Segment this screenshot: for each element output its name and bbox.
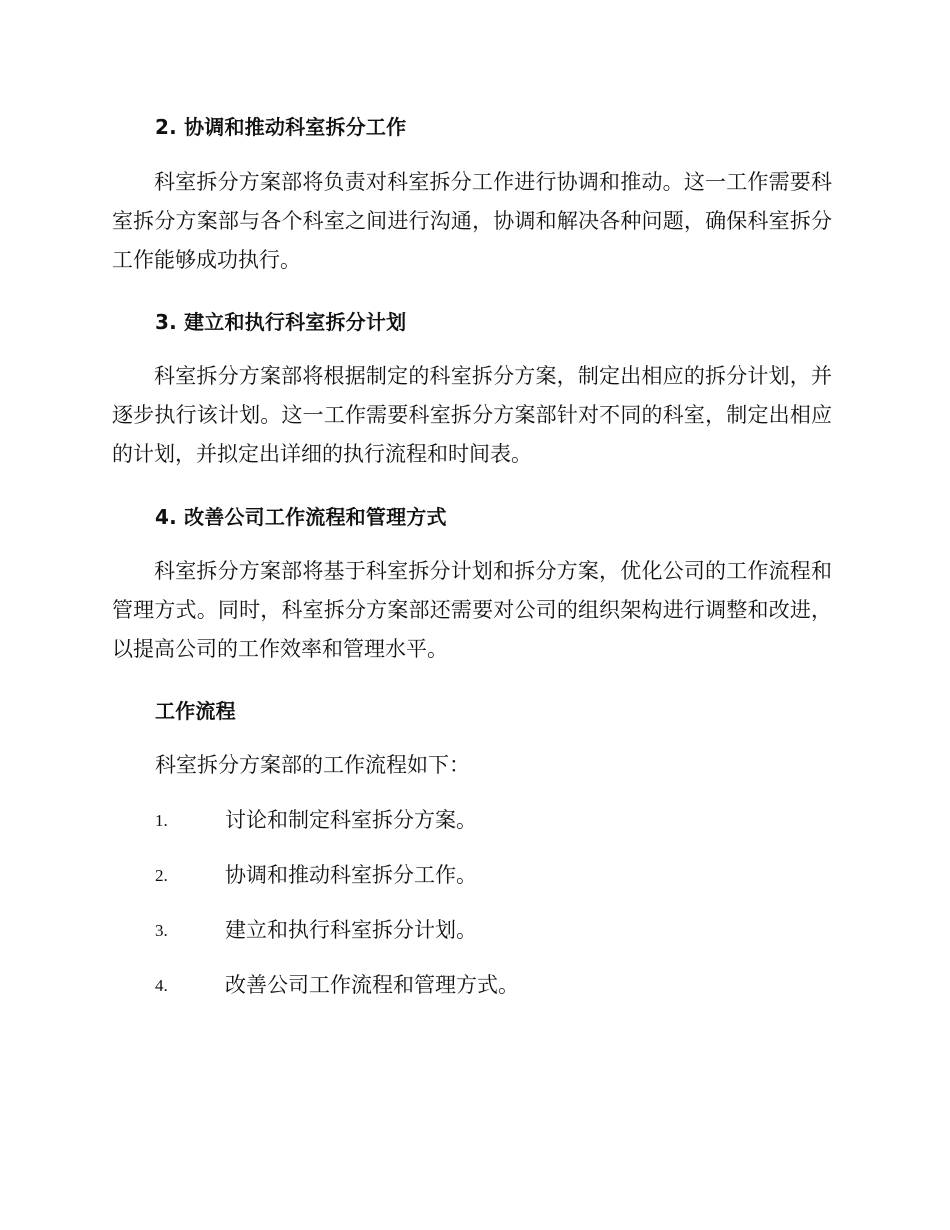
workflow-heading: 工作流程 xyxy=(155,699,236,723)
list-item-text: 建立和执行科室拆分计划。 xyxy=(225,918,477,942)
section-body-2: 科室拆分方案部将负责对科室拆分工作进行协调和推动。这一工作需要科室拆分方案部与各个科室之间进行沟通，协调和解决各种问题，确保科室拆分工作能够成功执行。 xyxy=(112,170,832,272)
list-item-number: 1. xyxy=(155,811,168,830)
section-body-4: 科室拆分方案部将基于科室拆分计划和拆分方案，优化公司的工作流程和管理方式。同时，科室拆分方案部还需要对公司的组织架构进行调整和改进，以提高公司的工作效率和管理水平。 xyxy=(112,559,832,661)
section-heading-3: 3. 建立和执行科室拆分计划 xyxy=(155,310,407,334)
list-item-number: 3. xyxy=(155,921,168,940)
section-heading-4: 4. 改善公司工作流程和管理方式 xyxy=(155,505,447,529)
list-item-text: 讨论和制定科室拆分方案。 xyxy=(225,808,477,832)
list-item-text: 改善公司工作流程和管理方式。 xyxy=(225,973,519,997)
list-item xyxy=(155,806,855,834)
list-item-text: 协调和推动科室拆分工作。 xyxy=(225,863,477,887)
list-item xyxy=(155,861,855,889)
list-item xyxy=(155,916,855,944)
list-item-number: 2. xyxy=(155,866,168,885)
section-body-3: 科室拆分方案部将根据制定的科室拆分方案，制定出相应的拆分计划，并逐步执行该计划。这一工作需要科室拆分方案部针对不同的科室，制定出相应的计划，并拟定出详细的执行流程和时间表。 xyxy=(112,364,832,466)
workflow-intro: 科室拆分方案部的工作流程如下： xyxy=(155,753,470,777)
section-heading-2: 2. 协调和推动科室拆分工作 xyxy=(155,115,407,139)
list-item-number: 4. xyxy=(155,976,168,995)
list-item xyxy=(155,971,855,999)
